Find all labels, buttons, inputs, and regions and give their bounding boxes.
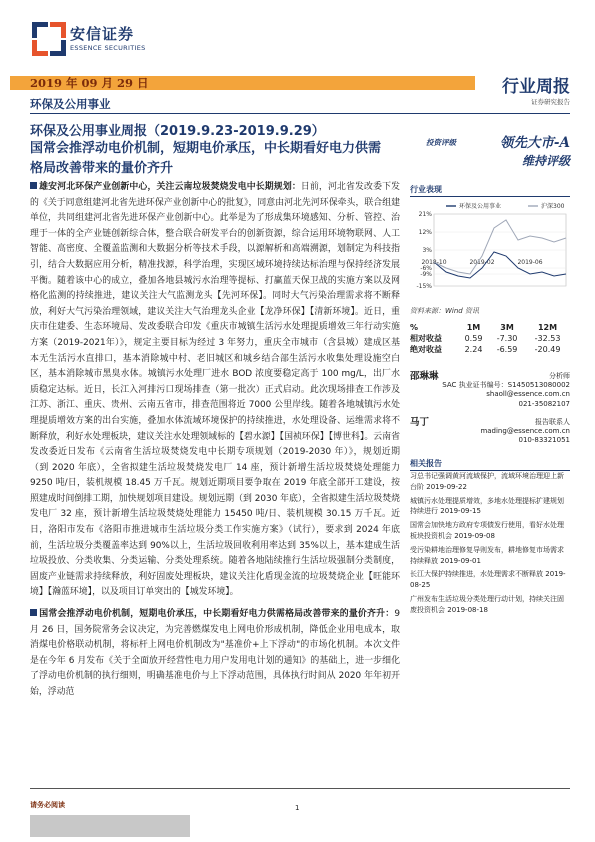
- related-report-item[interactable]: [410, 471, 570, 493]
- analyst-role: 分析师: [549, 372, 570, 380]
- bullet-square-icon: [30, 182, 37, 189]
- report-title: 环保及公用事业周报（2019.9.23-2019.9.29）: [30, 124, 325, 139]
- related-report-title: 国常会加快地方政府专项债发行使用，看好水处理板块投资机会: [410, 521, 564, 540]
- related-report-date: 2019-09-15: [440, 507, 481, 516]
- footer-shade: [30, 815, 190, 837]
- perf-header-cell: 12M: [537, 323, 558, 332]
- brand-name-cn: 安信证券: [70, 25, 135, 43]
- related-report-title: 长江大保护持续推进，水处理需求不断释放: [410, 570, 543, 579]
- perf-header-cell: 3M: [500, 323, 514, 332]
- paragraph-1: [30, 180, 400, 601]
- chart-y-tick-label: 3%: [422, 247, 432, 255]
- header-divider: [30, 113, 570, 114]
- report-date: 2019 年 09 月 29 日: [30, 76, 149, 90]
- paragraph-2: [30, 607, 400, 701]
- paragraph-2-heading: 国常会推浮动电价机制，短期电价承压，中长期看好电力供需格局改善带来的量价齐升：: [39, 609, 395, 620]
- contact-card: [410, 418, 570, 446]
- brand-name-en: ESSENCE SECURITIES: [70, 44, 146, 52]
- perf-chart-svg: [410, 198, 570, 298]
- perf-header-cell: 1M: [466, 323, 481, 332]
- related-report-date: 2019-09-08: [454, 531, 495, 540]
- page-number: 1: [295, 804, 300, 812]
- perf-cell: -6.59: [496, 345, 518, 354]
- chart-y-tick-label: 21%: [418, 211, 432, 219]
- perf-row-label: 相对收益: [410, 334, 442, 343]
- footer-divider: [30, 788, 570, 789]
- related-report-title: 广州发布生活垃圾分类处理行动计划，持续关注固废投资机会: [410, 594, 564, 614]
- report-type: 行业周报: [502, 77, 570, 97]
- contact-phone: 010-83321051: [518, 436, 570, 445]
- related-report-date: 2019-09-22: [426, 482, 467, 491]
- related-report-title: 城镇污水处理提质增效，多地水处理提标扩建规划持续进行: [410, 496, 564, 516]
- related-report-date: 2019-09-01: [440, 556, 481, 565]
- report-sector: 环保及公用事业: [30, 97, 111, 111]
- related-report-item[interactable]: [410, 545, 570, 567]
- related-report-item[interactable]: [410, 520, 570, 542]
- report-subtype: 证券研究报告: [531, 98, 570, 106]
- report-headline: 国常会推浮动电价机制，短期电价承压，中长期看好电力供需格局改善带来的量价齐升: [30, 141, 382, 176]
- chart-y-tick-label: -6%: [420, 265, 432, 273]
- perf-table-row: [410, 333, 570, 344]
- chart-legend-label: 环保及公用事业: [459, 203, 502, 211]
- brand-logo: [32, 20, 172, 60]
- related-reports: [410, 471, 570, 619]
- chart-x-tick-label: 2018-10: [421, 259, 447, 266]
- chart-series-line: [434, 220, 566, 274]
- perf-table-row: [410, 344, 570, 355]
- rating-action: 维持评级: [521, 154, 570, 168]
- rating-label: 投资评级: [426, 138, 456, 147]
- chart-x-tick-label: 2019-06: [517, 259, 543, 266]
- perf-table: [410, 322, 570, 355]
- analyst-card: [410, 372, 570, 409]
- paragraph-1-text: 日前，河北省发改委下发的《关于同意组建河北省先进环保产业创新中心的批复》，同意由河北先河环保牵头，联合组建单位，共同组建河北省先进环保产业创新中心。此举是为了形成集环境感知、分析、管控、治理于一体的全产业链创新综合体，整合联合研发平台的创新资源，综合运用环境物联网、人工智能、高密度、全覆盖监测和大数据分析等技术手段，以源解析和高端溯源，划制定为科技指引，结合大数据应用分析，精准找源，科学治理，实现区域环境持续达标治理与保持经济发展平衡。随着该中心的成立，叠加各地县城污水治理等提标、打赢蓝天保卫战的实施方案以及网格化监测的持续推进，建议关注大气监测龙头【先河环保】。同时大气污染治理需求将不断释放，利好大气污染治理领域，建议关注大气治理龙头企业【龙净环保】【清新环境】。近日，重庆市住建委、生态环境局、发改委联合印发《重庆市城镇生活污水处理提质增效三年行动实施方案（2019-2021年）》，规定主要目标为经过 3 年努力，重庆全市城市（含县城）建成区基本无生活污水直排口，基本消除城中村、老旧城区和城乡结合部生活污水收集处理设施空白区，基本消除城市黑臭水体。城镇污水处理厂进水 BOD 浓度要稳定高于 100 mg/L，出厂水质稳定达标。近日，长江入河排污口现场排查（第一批次）正式启动。此次现场排查工作涉及江苏、浙江、重庆、贵州、云南五省市，排查范围将近 7000 公里岸线。随着各地城镇污水处理提质增效方案的出台实施，叠加水体流域环境保护的持续推进，水处理设备、运维需求将不断释放，利好水处理板块，建议关注水处理领域标的【碧水源】【国祯环保】【博世科】。云南省发改委近日发布《云南省生活垃圾焚烧发电中长期专项规划（2019-2030 年）》，规划近期（到 2020 年底），全省拟建生活垃圾焚烧发电厂 14 座，预计新增生活垃圾焚烧处理能力 9250 吨/日，装机规模 18.45 万千瓦。规划近期项目要争取在 2019 年底全部开工建设，按照建成时间倒排工期，加快规划项目建设。规划远期（到 2030 年底），全省拟建生活垃圾焚烧发电厂 32 座，预计新增生活垃圾焚烧处理能力 15450 吨/日、装机规模 30.15 万千瓦。近日，洛阳市发布《洛阳市推进城市生活垃圾分类工作实施方案》（试行），要求到 2024 年底前，生活垃圾分类覆盖率达到 90%以上，生活垃圾回收利用率达到 35%以上，基本建成生活垃圾投放、分类收集、分类运输、分类处理系统。随着各地陆续推行生活垃圾强制分类制度，固废产业链需求持续释放，利好固废处理板块，建议关注化盾现金流的垃圾焚烧企业【旺能环境】【瀚蓝环境】，以及项目订单突出的【城发环境】。: [30, 182, 400, 598]
- related-report-item[interactable]: [410, 569, 570, 591]
- paragraph-1-heading: 雄安河北环保产业创新中心，关注云南垃圾焚烧发电中长期规划：: [39, 182, 301, 192]
- perf-cell: -7.30: [496, 334, 518, 343]
- perf-section-title: 行业表现: [410, 184, 570, 197]
- analyst-email[interactable]: shaoll@essence.com.cn: [486, 390, 570, 399]
- perf-header-cell: %: [410, 323, 419, 332]
- related-report-item[interactable]: [410, 496, 570, 518]
- perf-table-header: [410, 322, 570, 333]
- perf-cell: -32.53: [534, 334, 561, 343]
- related-report-title: 受污染耕地治理修复导则发布，耕地修复市场需求持续释放: [410, 545, 564, 565]
- related-section-title: 相关报告: [410, 458, 570, 471]
- perf-row-label: 绝对收益: [410, 345, 442, 354]
- analyst-cert: SAC 执业证书编号：S1450513080002: [442, 381, 570, 390]
- chart-y-tick-label: -9%: [420, 271, 432, 279]
- perf-cell: 2.24: [464, 345, 483, 354]
- paragraph-2-text: 9 月 26 日，国务院常务会议决定，为完善燃煤发电上网电价形成机制，降低企业用电成本，取消煤电价格联动机制，将标杆上网电价机制改为"基准价+上下浮动"的市场化机制。本次文件是在今年 6 月发布《关于全面放开经营性电力用户发用电计划的通知》的基础上，进一步细化了浮动电价机制的执行细则，明确基准电价与上下浮动范围，具体执行时间从 2020 年年初开始，浮动范: [30, 609, 400, 697]
- chart-y-tick-label: 12%: [418, 229, 432, 237]
- perf-cell: -20.49: [534, 345, 561, 354]
- bullet-square-icon: [30, 609, 37, 616]
- related-report-date: 2019-08-18: [447, 605, 488, 614]
- perf-cell: 0.59: [464, 334, 483, 343]
- report-body: [30, 180, 400, 701]
- perf-chart: [410, 198, 570, 298]
- chart-source: 资料来源：Wind 资讯: [410, 307, 479, 315]
- contact-role: 报告联系人: [535, 418, 570, 426]
- chart-legend-label: 沪深300: [541, 203, 565, 211]
- chart-y-tick-label: -15%: [416, 283, 432, 291]
- footer-disclaimer: 请务必阅读: [30, 801, 65, 809]
- related-report-date: 2019-08-25: [410, 570, 566, 590]
- rating-value: 领先大市-A: [499, 135, 570, 151]
- related-report-title: 习总书记强调黄河流域保护，流域环境治理迎上新台阶: [410, 472, 564, 491]
- analyst-name: 邵琳琳: [410, 371, 439, 382]
- analyst-phone: 021-35082107: [518, 399, 570, 408]
- chart-x-tick-label: 2019-02: [469, 259, 495, 266]
- related-report-item[interactable]: [410, 594, 570, 616]
- logo-mark-icon: [32, 22, 66, 56]
- contact-email[interactable]: mading@essence.com.cn: [480, 427, 570, 436]
- contact-name: 马丁: [410, 417, 430, 428]
